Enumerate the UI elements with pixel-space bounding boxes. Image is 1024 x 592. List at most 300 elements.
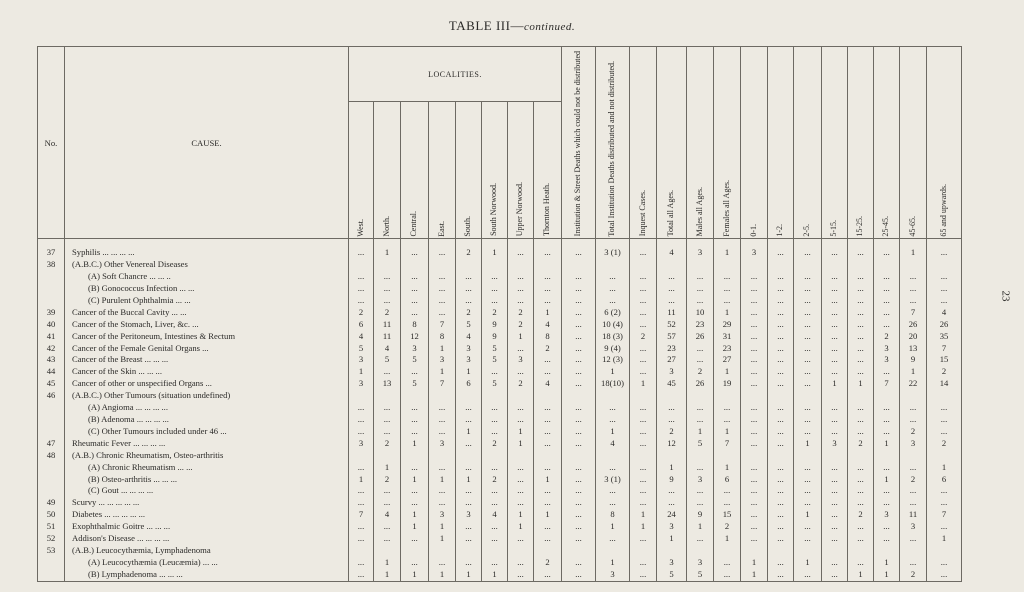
cell-value: ... bbox=[874, 533, 900, 545]
cell-value: 1 bbox=[508, 521, 534, 533]
cell-value: 3 bbox=[429, 354, 456, 366]
header-col-13: Females all Ages. bbox=[714, 47, 741, 239]
cell-value: ... bbox=[874, 414, 900, 426]
cell-value: 2 bbox=[900, 569, 927, 581]
cell-value: ... bbox=[768, 521, 794, 533]
cell-value: 1 bbox=[687, 426, 714, 438]
cell-value: ... bbox=[349, 271, 374, 283]
cell-value: 10 bbox=[687, 307, 714, 319]
cell-value bbox=[596, 259, 630, 271]
cell-value: ... bbox=[562, 462, 596, 474]
row-number: 45 bbox=[38, 378, 65, 390]
cell-value: 3 bbox=[874, 354, 900, 366]
cell-value bbox=[874, 450, 900, 462]
cell-value: ... bbox=[374, 402, 401, 414]
cell-value: 26 bbox=[687, 378, 714, 390]
table-row bbox=[38, 474, 962, 486]
cell-value: ... bbox=[822, 343, 848, 355]
header-col-2: Central. bbox=[401, 102, 429, 239]
cell-value: 1 bbox=[900, 366, 927, 378]
header-col-20: 45-65. bbox=[900, 47, 927, 239]
cell-value: 1 bbox=[429, 343, 456, 355]
cell-value: ... bbox=[927, 283, 962, 295]
cell-value: 1 bbox=[508, 438, 534, 450]
cell-value: ... bbox=[657, 414, 687, 426]
cell-value: ... bbox=[687, 533, 714, 545]
cell-value: ... bbox=[927, 414, 962, 426]
cell-value: ... bbox=[768, 438, 794, 450]
table-row bbox=[38, 283, 962, 295]
header-col-17: 5-15. bbox=[822, 47, 848, 239]
cell-value: ... bbox=[848, 307, 874, 319]
cell-value: ... bbox=[741, 438, 768, 450]
cell-value: 8 bbox=[596, 509, 630, 521]
cell-value: 2 bbox=[349, 307, 374, 319]
cell-value: 1 bbox=[456, 366, 482, 378]
cell-value: ... bbox=[401, 283, 429, 295]
cell-value: 3 bbox=[456, 354, 482, 366]
cell-value bbox=[874, 259, 900, 271]
cell-value: ... bbox=[630, 402, 657, 414]
cell-value: 3 bbox=[657, 557, 687, 569]
cell-value: 6 bbox=[349, 319, 374, 331]
header-col-15: 1-2. bbox=[768, 47, 794, 239]
cell-value bbox=[714, 545, 741, 557]
cell-value bbox=[401, 390, 429, 402]
cell-value: ... bbox=[874, 426, 900, 438]
cell-value: ... bbox=[768, 366, 794, 378]
cell-value: ... bbox=[822, 509, 848, 521]
cell-value: 3 bbox=[900, 438, 927, 450]
cell-value: ... bbox=[429, 414, 456, 426]
cell-value: ... bbox=[349, 283, 374, 295]
cell-value: ... bbox=[401, 426, 429, 438]
cell-value: 1 bbox=[657, 462, 687, 474]
cell-value: ... bbox=[822, 307, 848, 319]
cell-value: ... bbox=[900, 414, 927, 426]
cell-value: 7 bbox=[927, 343, 962, 355]
cell-value: 2 bbox=[848, 509, 874, 521]
cell-value: ... bbox=[562, 485, 596, 497]
cell-value: 3 (1) bbox=[596, 474, 630, 486]
cell-value: ... bbox=[794, 414, 822, 426]
cell-value: ... bbox=[741, 319, 768, 331]
cell-value: ... bbox=[508, 414, 534, 426]
cell-value: 3 bbox=[349, 438, 374, 450]
cell-value: ... bbox=[630, 354, 657, 366]
cell-value: ... bbox=[900, 271, 927, 283]
cell-value: ... bbox=[630, 426, 657, 438]
cell-value bbox=[848, 259, 874, 271]
cell-value: ... bbox=[456, 497, 482, 509]
cell-value: ... bbox=[508, 402, 534, 414]
cell-value bbox=[927, 450, 962, 462]
cell-value bbox=[374, 450, 401, 462]
cell-value: ... bbox=[741, 497, 768, 509]
header-col-12: Males all Ages. bbox=[687, 47, 714, 239]
cell-value: 5 bbox=[687, 569, 714, 581]
cell-value: 4 bbox=[456, 331, 482, 343]
cell-value bbox=[374, 545, 401, 557]
cell-value: 4 bbox=[534, 378, 562, 390]
cell-value: ... bbox=[874, 462, 900, 474]
cell-value bbox=[401, 450, 429, 462]
cell-value: ... bbox=[456, 462, 482, 474]
cell-value bbox=[534, 450, 562, 462]
cell-value bbox=[508, 390, 534, 402]
cell-value: 3 bbox=[657, 521, 687, 533]
cell-value: ... bbox=[508, 569, 534, 581]
row-cause: Syphilis ... ... ... ... bbox=[65, 239, 349, 259]
cell-value bbox=[429, 545, 456, 557]
header-col-8: Institution & Street Deaths which could not be distributed bbox=[562, 47, 596, 239]
cell-value: ... bbox=[630, 343, 657, 355]
cell-value: ... bbox=[456, 271, 482, 283]
cell-value: ... bbox=[714, 414, 741, 426]
cell-value: ... bbox=[714, 295, 741, 307]
cell-value: ... bbox=[429, 271, 456, 283]
cell-value: ... bbox=[534, 283, 562, 295]
cell-value: ... bbox=[456, 485, 482, 497]
table-row bbox=[38, 402, 962, 414]
cell-value: 1 bbox=[874, 557, 900, 569]
cell-value: 9 bbox=[657, 474, 687, 486]
cell-value: ... bbox=[927, 426, 962, 438]
cell-value: ... bbox=[687, 402, 714, 414]
cell-value: ... bbox=[741, 295, 768, 307]
cell-value: ... bbox=[374, 283, 401, 295]
cell-value: ... bbox=[794, 295, 822, 307]
cell-value: ... bbox=[482, 497, 508, 509]
cell-value: ... bbox=[349, 521, 374, 533]
cell-value: 4 bbox=[349, 331, 374, 343]
cell-value bbox=[657, 450, 687, 462]
cell-value: ... bbox=[741, 307, 768, 319]
cell-value: 2 bbox=[927, 366, 962, 378]
cell-value: 20 bbox=[900, 331, 927, 343]
cell-value: ... bbox=[714, 569, 741, 581]
cell-value: ... bbox=[562, 271, 596, 283]
cell-value: ... bbox=[741, 343, 768, 355]
cell-value bbox=[429, 390, 456, 402]
row-cause: (A.B.C.) Other Venereal Diseases bbox=[65, 259, 349, 271]
cell-value bbox=[714, 259, 741, 271]
cell-value: 3 bbox=[508, 354, 534, 366]
cell-value bbox=[482, 545, 508, 557]
row-cause: (A.B.) Leucocythæmia, Lymphadenoma bbox=[65, 545, 349, 557]
cell-value: ... bbox=[630, 414, 657, 426]
row-number bbox=[38, 462, 65, 474]
cell-value: ... bbox=[562, 354, 596, 366]
cell-value: 2 bbox=[456, 239, 482, 259]
cell-value: ... bbox=[562, 331, 596, 343]
cell-value: ... bbox=[534, 438, 562, 450]
cell-value: ... bbox=[794, 354, 822, 366]
cell-value: 11 bbox=[374, 319, 401, 331]
cell-value: ... bbox=[596, 283, 630, 295]
cell-value: ... bbox=[794, 485, 822, 497]
cell-value: 6 bbox=[927, 474, 962, 486]
cell-value: ... bbox=[848, 426, 874, 438]
cell-value bbox=[848, 545, 874, 557]
cell-value: ... bbox=[534, 497, 562, 509]
row-cause: (A.B.C.) Other Tumours (situation undefined) bbox=[65, 390, 349, 402]
header-col-1: North. bbox=[374, 102, 401, 239]
table-row bbox=[38, 295, 962, 307]
cell-value: ... bbox=[429, 462, 456, 474]
page-number: 23 bbox=[999, 290, 1012, 302]
cell-value: 3 bbox=[874, 509, 900, 521]
cell-value: ... bbox=[401, 557, 429, 569]
cell-value: 14 bbox=[927, 378, 962, 390]
header-col-16: 2-5. bbox=[794, 47, 822, 239]
cell-value: 7 bbox=[429, 378, 456, 390]
cell-value: ... bbox=[562, 239, 596, 259]
row-number bbox=[38, 474, 65, 486]
header-col-21: 65 and upwards. bbox=[927, 47, 962, 239]
table-row bbox=[38, 414, 962, 426]
cell-value bbox=[508, 259, 534, 271]
cell-value: 1 bbox=[714, 307, 741, 319]
cell-value: ... bbox=[822, 239, 848, 259]
cell-value: 1 bbox=[374, 557, 401, 569]
cell-value: 27 bbox=[657, 354, 687, 366]
cell-value: ... bbox=[687, 343, 714, 355]
table-row bbox=[38, 438, 962, 450]
cell-value: 1 bbox=[596, 366, 630, 378]
cell-value: ... bbox=[401, 462, 429, 474]
row-number: 42 bbox=[38, 343, 65, 355]
cell-value: ... bbox=[874, 521, 900, 533]
cell-value: ... bbox=[768, 426, 794, 438]
cell-value: ... bbox=[768, 319, 794, 331]
cell-value: 5 bbox=[401, 354, 429, 366]
cell-value: ... bbox=[596, 533, 630, 545]
cell-value: 5 bbox=[374, 354, 401, 366]
cell-value: ... bbox=[508, 366, 534, 378]
cell-value: ... bbox=[927, 521, 962, 533]
cell-value: 26 bbox=[927, 319, 962, 331]
cell-value: ... bbox=[630, 307, 657, 319]
cell-value: ... bbox=[401, 366, 429, 378]
cell-value: ... bbox=[822, 271, 848, 283]
row-cause: (A) Leucocythæmia (Leucæmia) ... ... bbox=[65, 557, 349, 569]
cell-value: 2 bbox=[482, 438, 508, 450]
cell-value: ... bbox=[401, 307, 429, 319]
cell-value: 2 bbox=[482, 474, 508, 486]
cell-value: ... bbox=[848, 331, 874, 343]
cell-value: ... bbox=[768, 295, 794, 307]
cell-value bbox=[349, 450, 374, 462]
cell-value: ... bbox=[508, 271, 534, 283]
cell-value: ... bbox=[768, 462, 794, 474]
cell-value: 2 bbox=[374, 307, 401, 319]
cell-value: ... bbox=[508, 533, 534, 545]
cell-value: 1 bbox=[630, 378, 657, 390]
cell-value: ... bbox=[534, 402, 562, 414]
cell-value: 3 bbox=[657, 366, 687, 378]
cell-value: 1 bbox=[714, 426, 741, 438]
cell-value: ... bbox=[848, 271, 874, 283]
cell-value: ... bbox=[456, 533, 482, 545]
cell-value: ... bbox=[630, 271, 657, 283]
cell-value bbox=[822, 450, 848, 462]
cell-value: 4 bbox=[596, 438, 630, 450]
cell-value: ... bbox=[374, 271, 401, 283]
cell-value bbox=[768, 259, 794, 271]
page-title bbox=[0, 18, 1024, 34]
table-row bbox=[38, 319, 962, 331]
header-col-6: Upper Norwood. bbox=[508, 102, 534, 239]
cell-value: 3 bbox=[687, 239, 714, 259]
cell-value: ... bbox=[768, 402, 794, 414]
cell-value: 7 bbox=[349, 509, 374, 521]
cell-value: 3 bbox=[456, 343, 482, 355]
cell-value: ... bbox=[401, 485, 429, 497]
cell-value bbox=[534, 390, 562, 402]
cell-value: ... bbox=[741, 485, 768, 497]
cell-value: ... bbox=[596, 414, 630, 426]
cell-value: ... bbox=[349, 557, 374, 569]
cell-value: ... bbox=[822, 331, 848, 343]
cell-value: ... bbox=[456, 557, 482, 569]
cell-value: 2 bbox=[508, 378, 534, 390]
cell-value: ... bbox=[534, 414, 562, 426]
header-col-7: Thornton Heath. bbox=[534, 102, 562, 239]
cell-value: 4 bbox=[927, 307, 962, 319]
cell-value: ... bbox=[687, 295, 714, 307]
cell-value: ... bbox=[927, 239, 962, 259]
cell-value bbox=[848, 450, 874, 462]
cell-value: 3 bbox=[822, 438, 848, 450]
cell-value bbox=[401, 259, 429, 271]
cell-value: ... bbox=[768, 331, 794, 343]
cell-value: ... bbox=[562, 533, 596, 545]
cell-value: 1 bbox=[534, 509, 562, 521]
cell-value: 26 bbox=[900, 319, 927, 331]
row-number bbox=[38, 426, 65, 438]
cell-value: 2 bbox=[508, 307, 534, 319]
cell-value: ... bbox=[822, 354, 848, 366]
cell-value: ... bbox=[900, 295, 927, 307]
cell-value: ... bbox=[596, 402, 630, 414]
table-row bbox=[38, 557, 962, 569]
cell-value: ... bbox=[741, 331, 768, 343]
cell-value: ... bbox=[822, 426, 848, 438]
table-row bbox=[38, 497, 962, 509]
cell-value bbox=[349, 390, 374, 402]
cell-value: 3 bbox=[349, 354, 374, 366]
cell-value: ... bbox=[927, 402, 962, 414]
cell-value: ... bbox=[927, 295, 962, 307]
cell-value: 1 bbox=[741, 569, 768, 581]
header-col-0: West. bbox=[349, 102, 374, 239]
row-number: 46 bbox=[38, 390, 65, 402]
cell-value: 2 bbox=[456, 307, 482, 319]
table-row bbox=[38, 239, 962, 259]
cell-value: ... bbox=[768, 354, 794, 366]
cell-value bbox=[794, 259, 822, 271]
cell-value bbox=[848, 390, 874, 402]
cell-value: 4 bbox=[482, 509, 508, 521]
cell-value: 3 bbox=[687, 557, 714, 569]
cell-value: ... bbox=[741, 366, 768, 378]
header-col-9: Total Institution Deaths distributed and not distributed. bbox=[596, 47, 630, 239]
row-number bbox=[38, 557, 65, 569]
cell-value: ... bbox=[349, 295, 374, 307]
cell-value: ... bbox=[482, 271, 508, 283]
cell-value: ... bbox=[848, 402, 874, 414]
cell-value: ... bbox=[714, 402, 741, 414]
cell-value: ... bbox=[534, 533, 562, 545]
cell-value: ... bbox=[741, 462, 768, 474]
cell-value: 2 bbox=[482, 307, 508, 319]
cell-value: 1 bbox=[482, 569, 508, 581]
cell-value: 7 bbox=[900, 307, 927, 319]
cell-value bbox=[768, 390, 794, 402]
table-row bbox=[38, 378, 962, 390]
cell-value: ... bbox=[657, 402, 687, 414]
row-cause: Cancer of the Stomach, Liver, &c. ... bbox=[65, 319, 349, 331]
cell-value bbox=[534, 259, 562, 271]
cell-value bbox=[562, 390, 596, 402]
cell-value: ... bbox=[482, 414, 508, 426]
row-cause: Cancer of the Peritoneum, Intestines & Rectum bbox=[65, 331, 349, 343]
cell-value: ... bbox=[794, 239, 822, 259]
cell-value: ... bbox=[874, 402, 900, 414]
cell-value: ... bbox=[874, 497, 900, 509]
cell-value: 3 bbox=[741, 239, 768, 259]
cell-value bbox=[687, 390, 714, 402]
header-col-10: Inquest Cases. bbox=[630, 47, 657, 239]
cell-value: ... bbox=[822, 497, 848, 509]
cell-value: ... bbox=[429, 239, 456, 259]
cell-value: 1 bbox=[374, 239, 401, 259]
cell-value: 2 bbox=[508, 319, 534, 331]
cell-value: ... bbox=[848, 533, 874, 545]
cell-value: ... bbox=[687, 354, 714, 366]
cell-value: ... bbox=[714, 271, 741, 283]
cell-value: ... bbox=[822, 533, 848, 545]
cell-value bbox=[687, 259, 714, 271]
cell-value: ... bbox=[534, 462, 562, 474]
cell-value: ... bbox=[927, 271, 962, 283]
cell-value: ... bbox=[874, 307, 900, 319]
header-localities: LOCALITIES. bbox=[349, 47, 562, 102]
row-number: 51 bbox=[38, 521, 65, 533]
cell-value: ... bbox=[714, 497, 741, 509]
cell-value: 1 bbox=[508, 426, 534, 438]
cell-value: ... bbox=[900, 497, 927, 509]
cell-value: ... bbox=[822, 414, 848, 426]
cell-value: ... bbox=[482, 557, 508, 569]
cell-value: 23 bbox=[714, 343, 741, 355]
cell-value bbox=[534, 545, 562, 557]
cell-value: 8 bbox=[429, 331, 456, 343]
cell-value: 1 bbox=[534, 474, 562, 486]
cell-value: ... bbox=[927, 485, 962, 497]
cell-value: ... bbox=[794, 533, 822, 545]
cell-value: 4 bbox=[534, 319, 562, 331]
row-number bbox=[38, 414, 65, 426]
cell-value: ... bbox=[456, 295, 482, 307]
cell-value: 22 bbox=[900, 378, 927, 390]
row-cause: Scurvy ... ... ... ... ... bbox=[65, 497, 349, 509]
cell-value bbox=[401, 545, 429, 557]
cell-value: ... bbox=[794, 402, 822, 414]
cell-value: 4 bbox=[374, 509, 401, 521]
cell-value bbox=[900, 450, 927, 462]
